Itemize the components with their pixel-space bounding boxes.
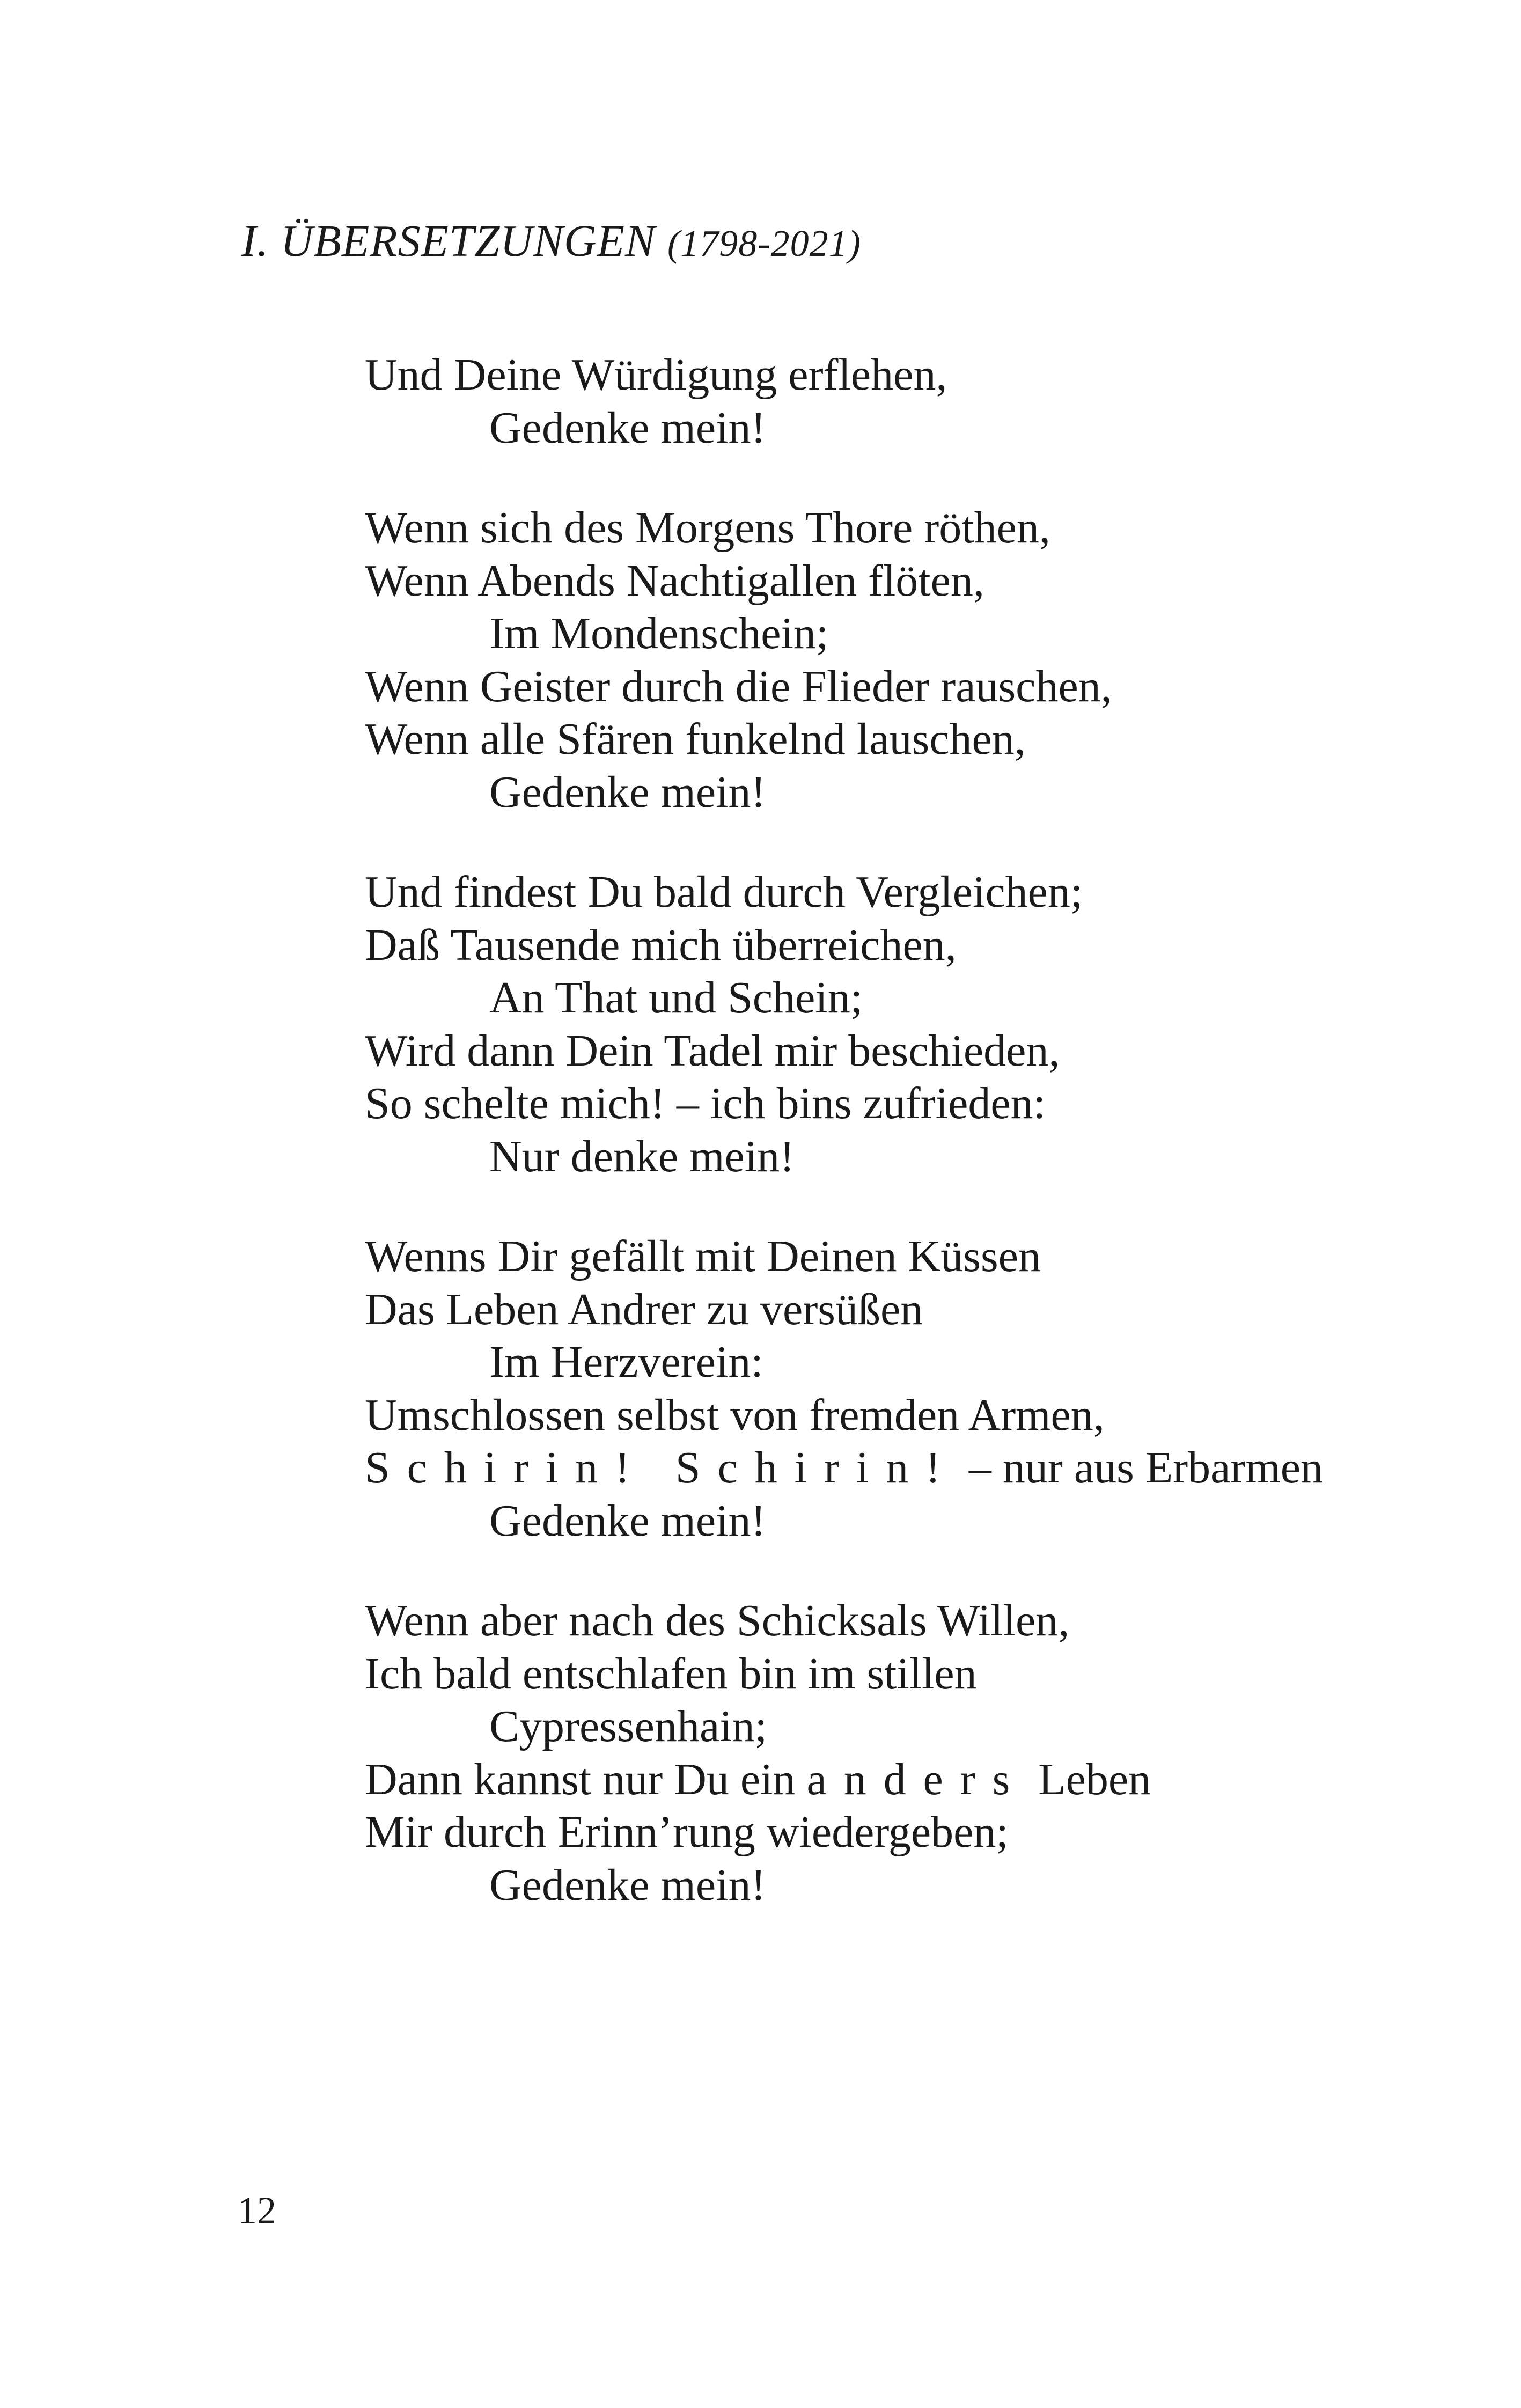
letterspaced-word: anders (806, 1754, 1027, 1804)
stanza (365, 866, 1438, 1183)
verse-line: Ich bald entschlafen bin im stillen (365, 1648, 977, 1699)
indented-verse-line: An That und Schein; (489, 973, 863, 1023)
verse-line: Und Deine Würdigung erflehen, (365, 350, 947, 400)
stanza (365, 349, 1438, 454)
verse-line: Umschlossen selbst von fremden Armen, (365, 1390, 1105, 1440)
verse-line-start: Dann kannst nur Du ein (365, 1754, 807, 1804)
verse-line: Wenn Geister durch die Flieder rauschen, (365, 661, 1112, 711)
verse-line-rest: Leben (1027, 1754, 1151, 1804)
verse-line-rest: – nur aus Erbarmen (957, 1443, 1323, 1493)
verse-line: So schelte mich! – ich bins zufrieden: (365, 1078, 1046, 1128)
verse-line: Mir durch Erinn’rung wiedergeben; (365, 1807, 1009, 1857)
refrain-line: Nur denke mein! (489, 1131, 795, 1181)
verse-line: Wenn alle Sfären funkelnd lauschen, (365, 714, 1026, 764)
running-head (241, 215, 861, 271)
verse-line: Wenns Dir gefällt mit Deinen Küssen (365, 1231, 1041, 1281)
stanza (365, 1230, 1438, 1547)
section-title: I. ÜBERSETZUNGEN (241, 216, 656, 266)
stanza (365, 502, 1438, 819)
indented-verse-line: Cypressenhain; (489, 1701, 767, 1751)
indented-verse-line: Im Mondenschein; (489, 608, 829, 658)
stanza (365, 1595, 1438, 1912)
refrain-line: Gedenke mein! (489, 402, 766, 453)
verse-line: Wird dann Dein Tadel mir beschieden, (365, 1025, 1060, 1076)
section-years: (1798-2021) (667, 223, 861, 265)
refrain-line: Gedenke mein! (489, 1495, 766, 1546)
verse-line: Wenn aber nach des Schicksals Willen, (365, 1596, 1070, 1646)
verse-line: Das Leben Andrer zu versüßen (365, 1284, 923, 1334)
page-number: 12 (238, 2189, 276, 2232)
verse-line: Daß Tausende mich überreichen, (365, 920, 957, 970)
verse-line: Wenn sich des Morgens Thore röthen, (365, 503, 1050, 553)
poem (365, 349, 1438, 1959)
letterspaced-name: Schirin! Schirin! (365, 1443, 958, 1493)
verse-line: Wenn Abends Nachtigallen flöten, (365, 555, 984, 606)
indented-verse-line: Im Herzverein: (489, 1337, 763, 1387)
verse-line: Und findest Du bald durch Vergleichen; (365, 867, 1083, 917)
verse-line (365, 1442, 1438, 1495)
refrain-line: Gedenke mein! (489, 1860, 766, 1910)
verse-line (365, 1753, 1438, 1807)
refrain-line: Gedenke mein! (489, 767, 766, 817)
